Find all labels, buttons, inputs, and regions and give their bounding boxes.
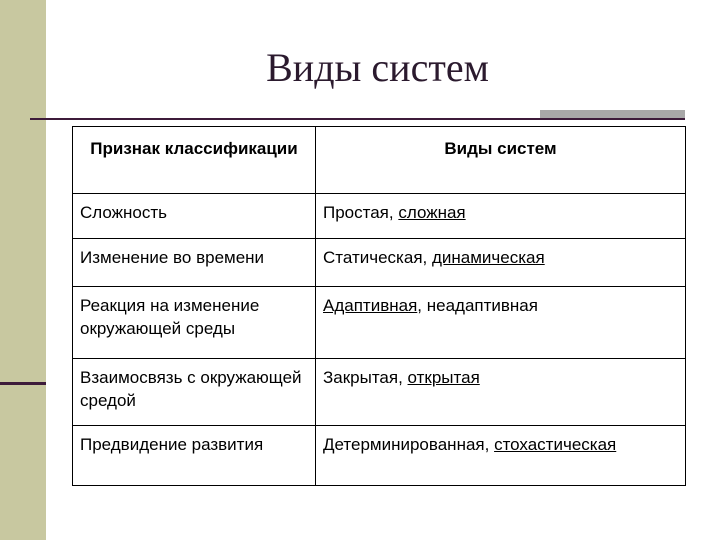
table-header-row — [73, 127, 686, 194]
header-cell-types — [316, 127, 686, 194]
types-plain-text: Детерминированная, — [323, 435, 495, 454]
feature-cell — [73, 287, 316, 359]
feature-text: Реакция на изменение окружающей среды — [80, 296, 260, 338]
table-row — [73, 426, 686, 486]
feature-cell — [73, 194, 316, 239]
types-cell — [316, 287, 686, 359]
types-cell — [316, 359, 686, 426]
types-underlined-text: открытая — [407, 368, 480, 387]
slide-title: Виды систем — [266, 45, 489, 90]
types-underlined-text: динамическая — [431, 248, 545, 267]
feature-text: Взаимосвязь с окружающей средой — [80, 368, 302, 410]
feature-cell — [73, 426, 316, 486]
types-cell — [316, 426, 686, 486]
types-cell — [316, 239, 686, 287]
table-row — [73, 239, 686, 287]
types-underlined-text: Адаптивная — [323, 296, 418, 315]
types-plain-text: , неадаптивная — [417, 296, 538, 315]
types-plain-text: Статическая, — [323, 248, 432, 267]
types-cell — [316, 194, 686, 239]
types-plain-text: Закрытая, — [323, 368, 408, 387]
classification-table — [72, 126, 686, 486]
title-rule-line — [30, 118, 685, 120]
feature-text: Предвидение развития — [80, 435, 264, 454]
table-row — [73, 287, 686, 359]
types-underlined-text: сложная — [398, 203, 466, 222]
table-row — [73, 359, 686, 426]
feature-cell — [73, 239, 316, 287]
table-row — [73, 194, 686, 239]
left-band-accent-line — [0, 382, 46, 385]
title-rule-block — [540, 110, 685, 118]
types-underlined-text: стохастическая — [494, 435, 617, 454]
types-plain-text: Простая, — [323, 203, 399, 222]
feature-text: Изменение во времени — [80, 248, 265, 267]
feature-cell — [73, 359, 316, 426]
feature-text: Сложность — [80, 203, 168, 222]
header-feature-label: Признак классификации — [90, 139, 298, 158]
header-cell-feature — [73, 127, 316, 194]
header-types-label: Виды систем — [444, 139, 557, 158]
